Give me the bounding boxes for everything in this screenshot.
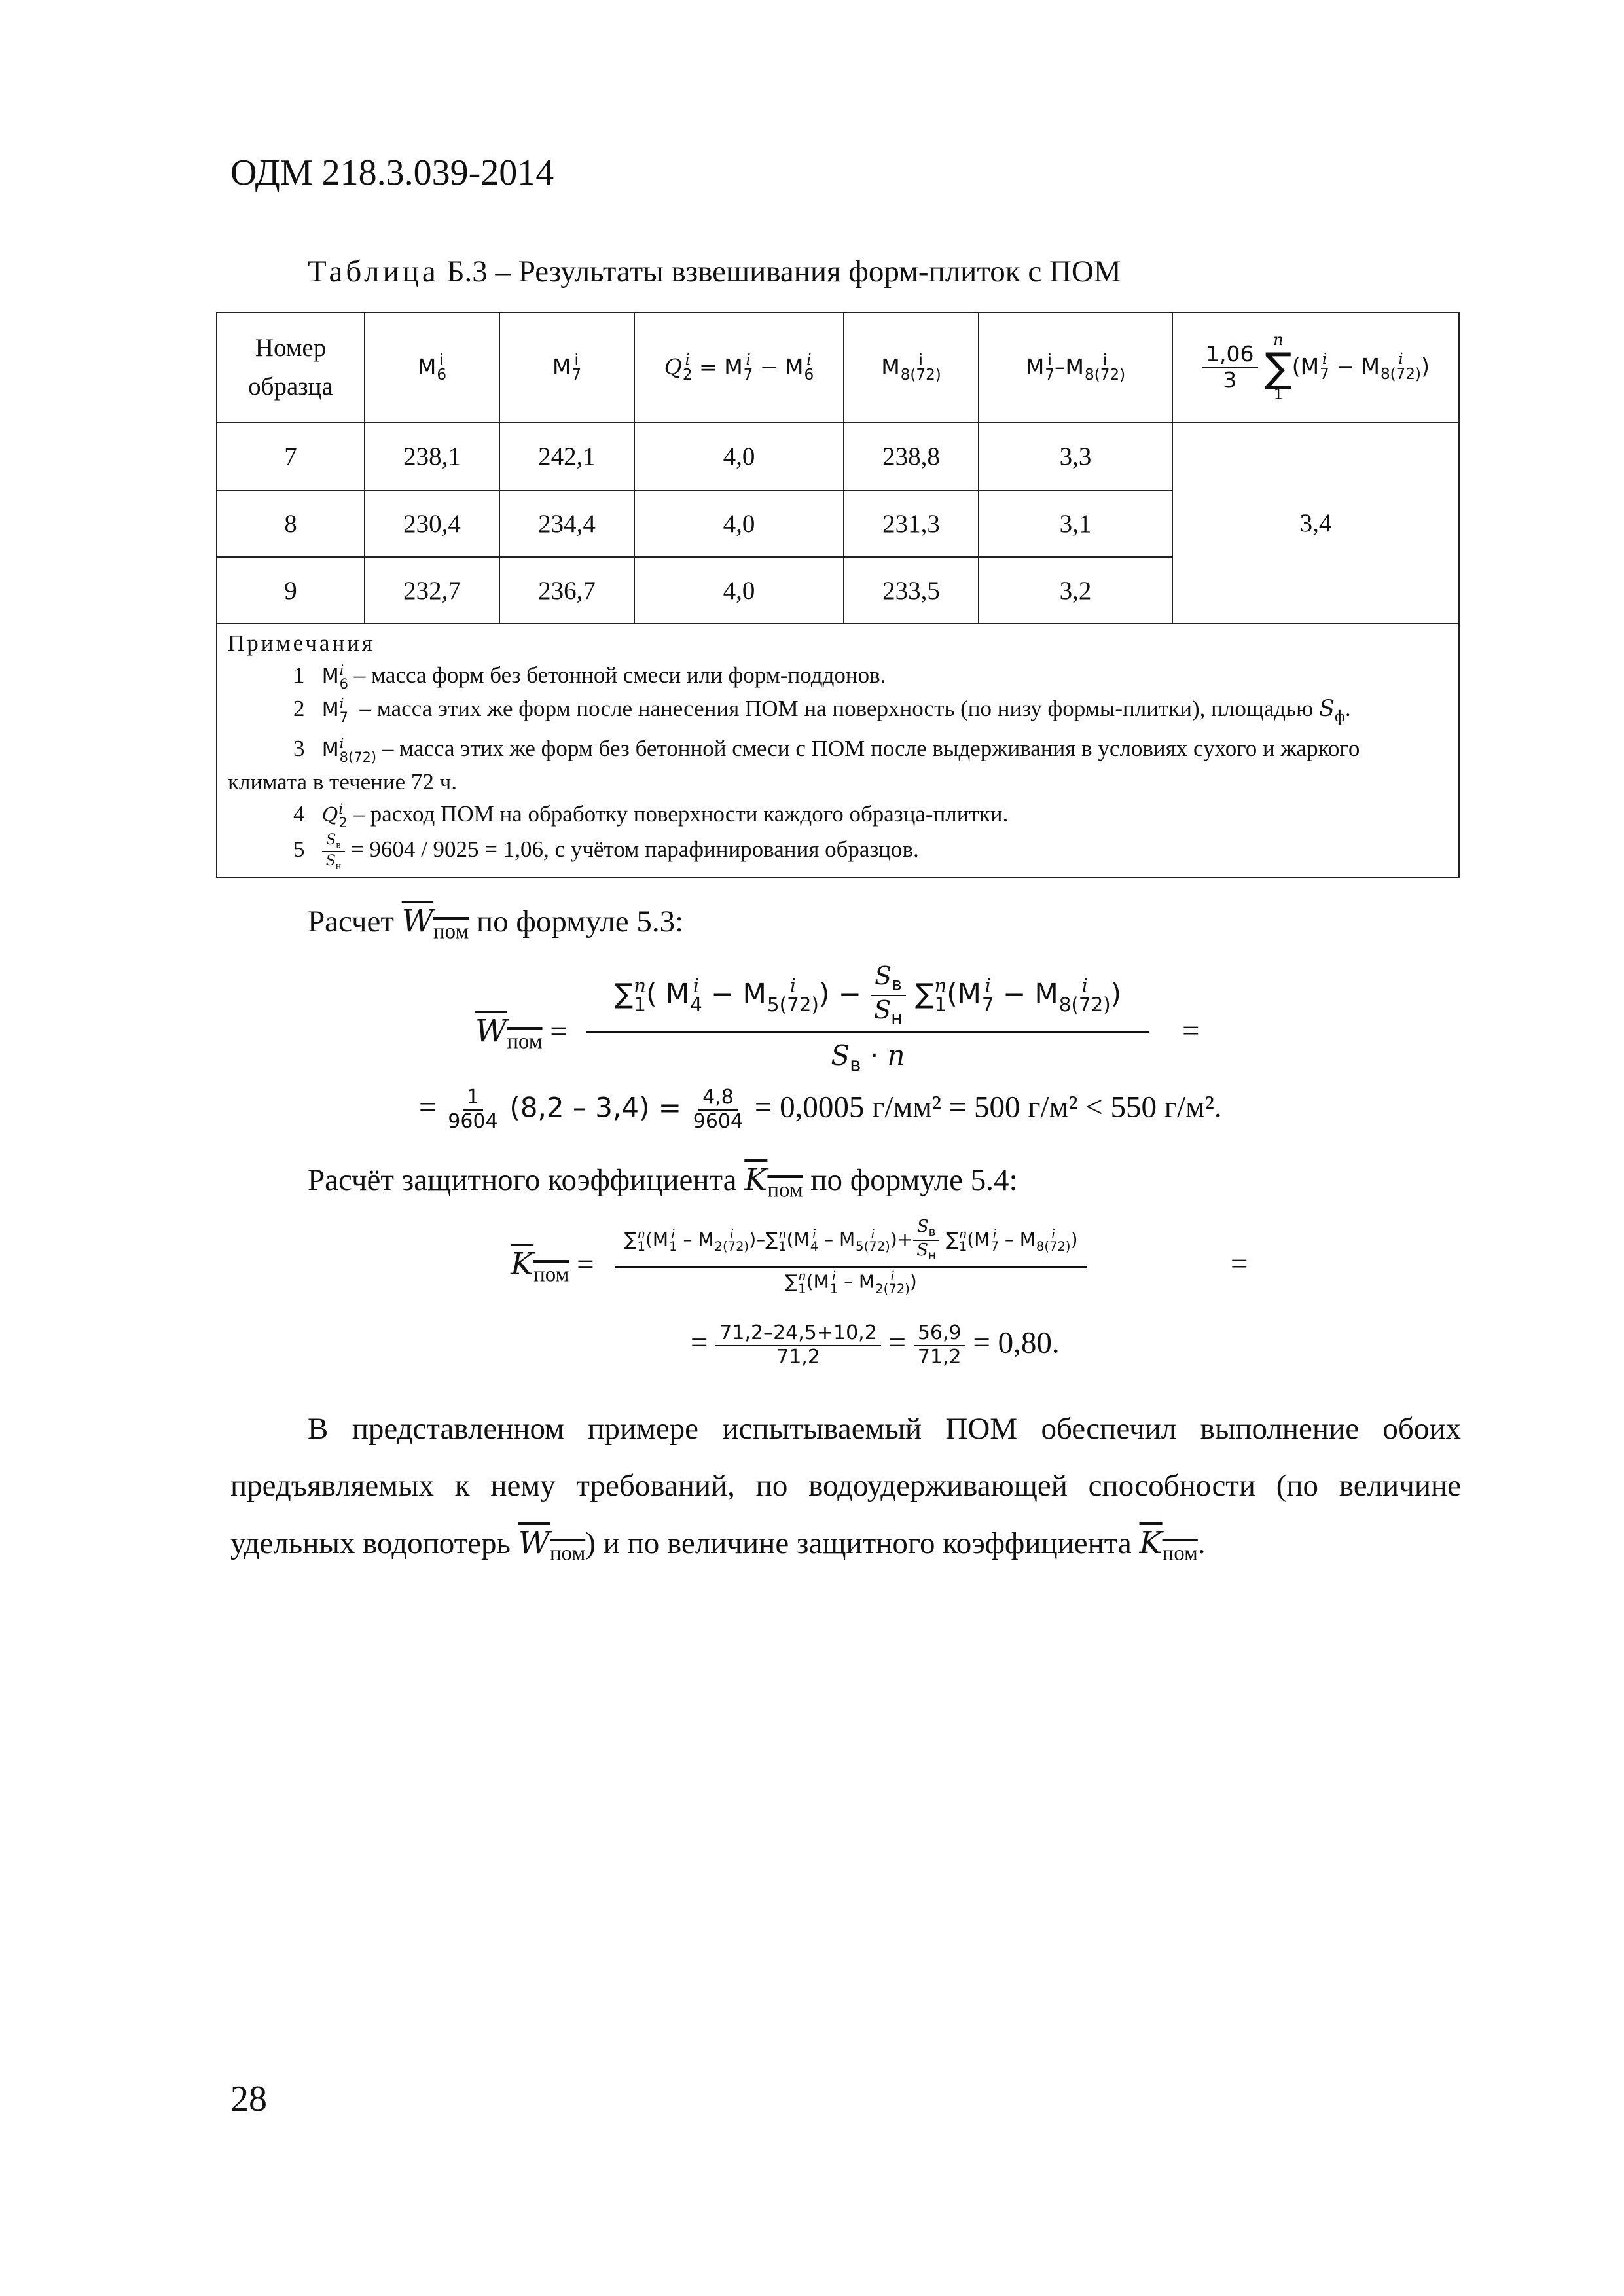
col-header-m6: M i 6 [365,312,499,422]
col-header-average: $\frac{1,06}{3}$ n ∑ 1 (M i 7 − M i 8(72) ) [1172,312,1459,422]
calc1-label: Расчет $W_{пом}$ по формуле 5.3: [308,903,684,944]
cell-sample: 9 [217,557,365,624]
calc2-label: Расчёт защитного коэффициента $K_{пом}$ по формуле 5.4: [308,1162,1018,1202]
cell-q2: 4,0 [634,490,844,557]
cell-q2: 4,0 [634,557,844,624]
cell-diff: 3,3 [979,422,1172,490]
document-code: ОДМ 218.3.039-2014 [230,152,554,193]
table-header-row [217,312,1459,422]
results-table [216,312,1460,878]
cell-m7: 234,4 [499,490,634,557]
cell-m6: 238,1 [365,422,499,490]
note-1: 1 M i 6 – масса форм без бетонной смеси или форм-поддонов. [293,662,886,692]
note-3-continued: климата в течение 72 ч. [228,769,457,795]
cell-q2: 4,0 [634,422,844,490]
note-2: 2 M i 7 – масса этих же форм после нанесения ПОМ на поверхность (по низу формы-плитки), площадью $S_ф$. [293,695,1351,725]
col-header-m7: M i 7 [499,312,634,422]
cell-sample: 8 [217,490,365,557]
note-5: 5 $\frac{S_в}{S_н}$ = 9604 / 9025 = 1,06, с учётом парафинирования образцов. [293,832,919,872]
col-header-m8: M i 8(72) [844,312,979,422]
cell-m8: 231,3 [844,490,979,557]
cell-diff: 3,2 [979,557,1172,624]
col-header-diff: M i 7 –M i 8(72) [979,312,1172,422]
formula-5-3: $W_{пом}$ = ∑ n 1 ( M i 4 − M i 5(72) ) − $\frac{S_в}{S_н}$ ∑ n 1 (M i 7 − M i 8(72) ) $S_в \cdot n$ = [475,961,1200,1076]
col-header-sample: Номер образца [217,312,365,422]
table-row [217,422,1459,490]
cell-sample: 7 [217,422,365,490]
cell-m8: 238,8 [844,422,979,490]
cell-m8: 233,5 [844,557,979,624]
page-number: 28 [230,2079,267,2119]
conclusion-paragraph: В представленном примере испытываемый ПОМ обеспечил выполнение обоих предъявляемых к нему требований, по водоудерживающей способности (по величине удельных водопотерь $W_{пом}$) и по величине защитного коэффициента $K_{пом}$. [230,1412,1461,1566]
table-notes [217,624,1459,878]
note-4: 4 Q i 2 – расход ПОМ на обработку поверхности каждого образца-плитки. [293,800,1009,831]
cell-m7: 242,1 [499,422,634,490]
cell-m6: 232,7 [365,557,499,624]
cell-diff: 3,1 [979,490,1172,557]
cell-m7: 236,7 [499,557,634,624]
note-3: 3 M i 8(72) – масса этих же форм без бетонной смеси с ПОМ после выдерживания в условиях сухого и жаркого [293,735,1360,765]
table-caption: Таблица Б.3 – Результаты взвешивания форм-плиток с ПОМ [308,255,1121,289]
table-notes-row [217,624,1459,878]
cell-m6: 230,4 [365,490,499,557]
calc1-result: = $\frac{1}{9604}$ (8,2 – 3,4) = $\frac{4,8}{9604}$ = 0,0005 г/мм² = 500 г/м² < 550 г/м². [419,1086,1222,1133]
formula-5-4: $K_{пом}$ = ∑ n 1 (M i 1 – M i 2(72) )–∑ n 1 (M i 4 – M i 5(72) )+ $\frac{S_в}{S_н}$ ∑ n 1 (M i 7 – M i 8(72) ) ∑ n 1 (M i 1 – M i 2(72) ) = [511,1217,1248,1297]
calc2-result: = $\frac{71,2-24,5+10,2}{71,2}$ = $\frac{56,9}{71,2}$ = 0,80. [691,1321,1060,1369]
notes-title: Примечания [228,630,376,656]
cell-average: 3,4 [1172,422,1459,624]
col-header-q2: Q i 2 = M i 7 − M i 6 [634,312,844,422]
